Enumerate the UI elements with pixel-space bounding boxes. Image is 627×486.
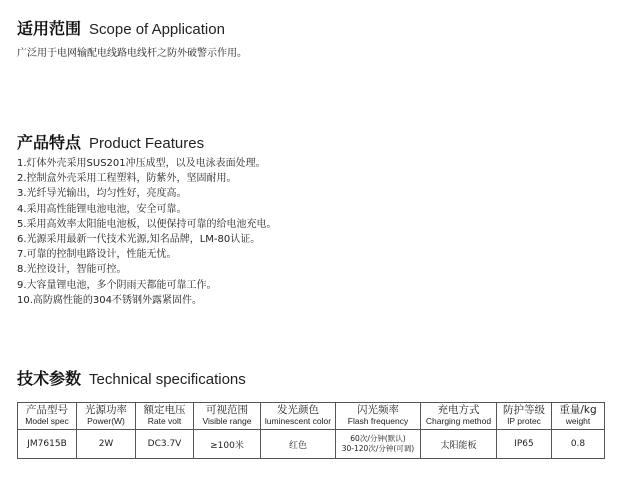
cell-model: JM7615B: [18, 430, 77, 459]
feature-item: 6.光源采用最新一代技术光源,知名品牌，LM-80认证。: [17, 234, 261, 246]
features-title-en: Product Features: [89, 135, 205, 152]
cell-color: 红色: [261, 430, 336, 459]
feature-item: 9.大容量锂电池，多个阴雨天都能可靠工作。: [17, 279, 217, 291]
header-cell-charging: 充电方式 Charging method: [421, 403, 497, 430]
scope-heading: [17, 16, 225, 39]
cell-volt: DC3.7V: [136, 430, 194, 459]
specs-title-en: Technical specifications: [89, 371, 246, 388]
features-list: [17, 156, 277, 308]
spec-header-row: [18, 403, 605, 430]
specs-heading: [17, 366, 246, 389]
cell-ip: IP65: [497, 430, 552, 459]
feature-item: 5.采用高效率太阳能电池板，以便保持可靠的给电池充电。: [17, 218, 277, 230]
cell-charging: 太阳能板: [421, 430, 497, 459]
feature-item: 4.采用高性能锂电池电池，安全可靠。: [17, 203, 187, 215]
header-cell-color: 发光颜色 luminescent color: [261, 403, 336, 430]
header-cell-model: 产品型号 Model spec: [18, 403, 77, 430]
feature-item: 7.可靠的控制电路设计，性能无忧。: [17, 249, 177, 261]
scope-title-zh: 适用范围: [17, 19, 82, 38]
scope-text: 广泛用于电网输配电线路电线杆之防外破警示作用。: [17, 48, 247, 59]
header-cell-range: 可视范围 Visible range: [194, 403, 261, 430]
features-title-zh: 产品特点: [17, 133, 82, 152]
cell-range: ≥100米: [194, 430, 261, 459]
cell-flash-adjustable: 30-120次/分钟(可调): [341, 444, 415, 453]
header-cell-power: 光源功率 Power(W): [77, 403, 136, 430]
cell-flash: [336, 430, 421, 459]
feature-item: 3.光纤导光输出，均匀性好，亮度高。: [17, 188, 187, 200]
header-cell-flash: 闪光频率 Flash frequency: [336, 403, 421, 430]
table-row: [18, 430, 605, 459]
spec-table: [17, 402, 605, 459]
cell-weight: 0.8: [552, 430, 605, 459]
features-heading: [17, 130, 204, 153]
cell-power: 2W: [77, 430, 136, 459]
feature-item: 10.高防腐性能的304不锈钢外露紧固件。: [17, 294, 202, 306]
cell-flash-default: 60次/分钟(默认): [350, 434, 406, 443]
scope-title-en: Scope of Application: [89, 21, 225, 38]
feature-item: 2.控制盒外壳采用工程塑料，防紫外，坚固耐用。: [17, 173, 237, 185]
header-cell-weight: 重量/kg weight: [552, 403, 605, 430]
header-cell-ip: 防护等级 IP protec: [497, 403, 552, 430]
feature-item: 8.光控设计，智能可控。: [17, 264, 127, 276]
feature-item: 1.灯体外壳采用SUS201冲压成型，以及电泳表面处理。: [17, 158, 266, 169]
specs-title-zh: 技术参数: [17, 369, 82, 388]
header-cell-volt: 额定电压 Rate volt: [136, 403, 194, 430]
